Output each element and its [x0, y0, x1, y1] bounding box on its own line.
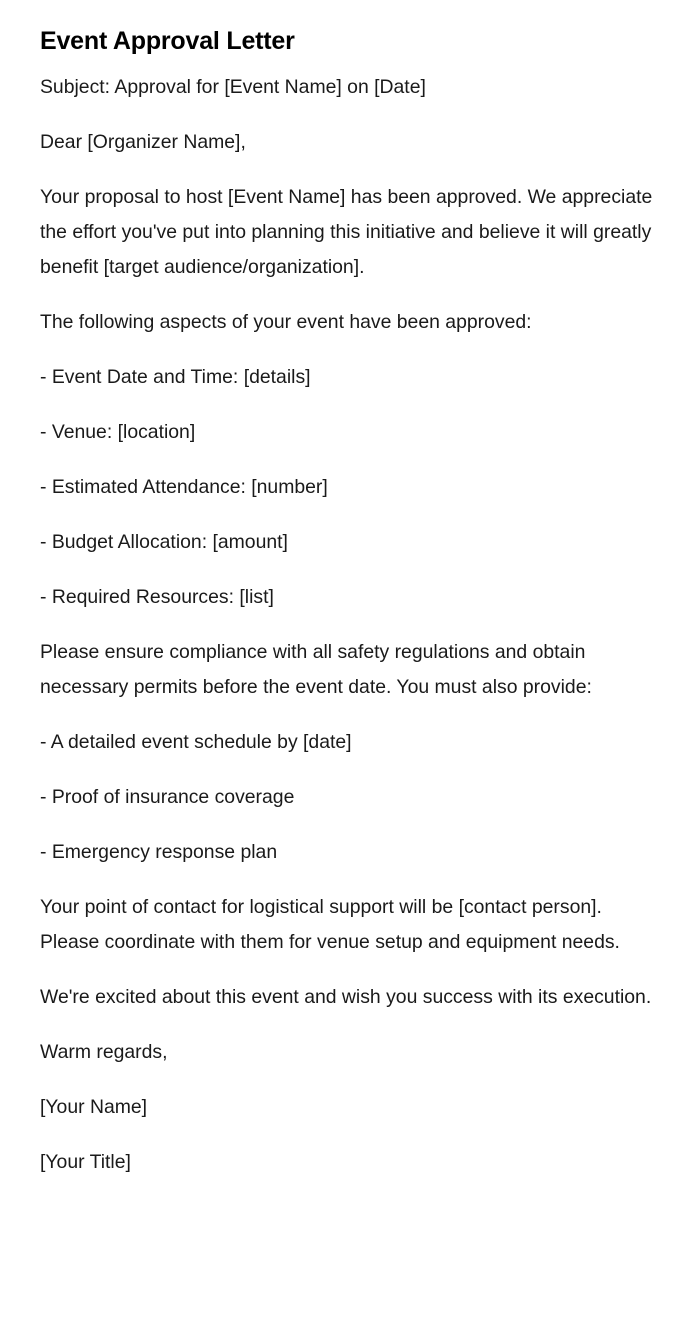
approved-item-attendance: - Estimated Attendance: [number]: [40, 476, 328, 498]
closing-paragraph: We're excited about this event and wish you success with its execution.: [40, 986, 652, 1008]
approved-aspects-intro: The following aspects of your event have been approved:: [40, 311, 532, 333]
letter-subject: Subject: Approval for [Event Name] on [Date]: [40, 76, 426, 98]
letter-signoff: Warm regards,: [40, 1041, 168, 1063]
required-item-insurance: - Proof of insurance coverage: [40, 786, 295, 808]
approved-item-resources: - Required Resources: [list]: [40, 586, 274, 608]
sender-name: [Your Name]: [40, 1096, 148, 1118]
approved-item-venue: - Venue: [location]: [40, 421, 196, 443]
letter-title: Event Approval Letter: [40, 27, 295, 55]
approved-item-budget: - Budget Allocation: [amount]: [40, 531, 288, 553]
compliance-paragraph: Please ensure compliance with all safety regulations and obtain necessary permits before the event date. You must also provide:: [40, 641, 592, 698]
contact-paragraph: Your point of contact for logistical support will be [contact person]. Please coordinate with them for venue setup and equipment needs.: [40, 896, 620, 953]
approved-item-date-time: - Event Date and Time: [details]: [40, 366, 311, 388]
required-item-emergency-plan: - Emergency response plan: [40, 841, 278, 863]
letter-intro-paragraph: Your proposal to host [Event Name] has been approved. We appreciate the effort you've put into planning this initiative and believe it will greatly benefit [target audience/organization].: [40, 186, 653, 278]
sender-title: [Your Title]: [40, 1151, 131, 1173]
letter-salutation: Dear [Organizer Name],: [40, 131, 246, 153]
required-item-schedule: - A detailed event schedule by [date]: [40, 731, 352, 753]
